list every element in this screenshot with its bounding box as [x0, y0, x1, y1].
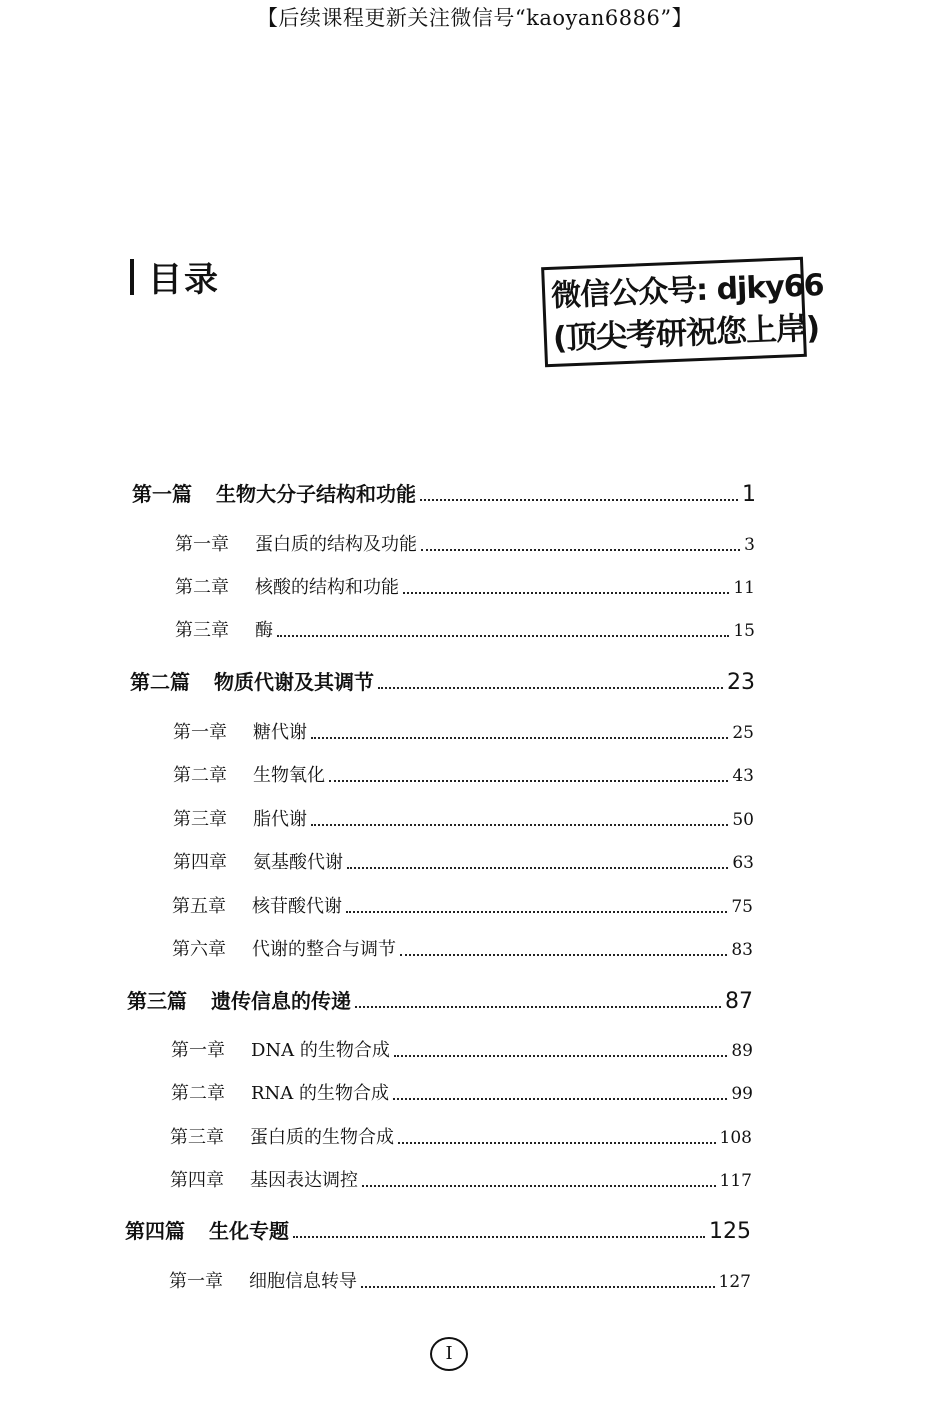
chapter-title: 细胞信息转导: [249, 1271, 357, 1292]
chapter-page: 127: [718, 1272, 751, 1292]
toc-chapter[interactable]: [171, 1036, 753, 1062]
chapter-title: 代谢的整合与调节: [252, 939, 396, 960]
chapter-number: 第一章: [169, 1271, 223, 1292]
dot-leader: [362, 1183, 716, 1187]
chapter-title: 生物氧化: [253, 765, 325, 786]
dot-leader: [361, 1284, 715, 1288]
part-title: 生物大分子结构和功能: [216, 482, 416, 506]
toc-chapter[interactable]: [173, 848, 754, 874]
dot-leader: [293, 1234, 705, 1238]
toc-chapter[interactable]: [169, 1267, 751, 1293]
dot-leader: [346, 909, 727, 913]
chapter-number: 第三章: [170, 1127, 224, 1148]
toc-chapter[interactable]: [173, 805, 754, 831]
chapter-page: 99: [731, 1084, 753, 1104]
chapter-title: 酶: [255, 620, 273, 641]
chapter-page: 117: [719, 1171, 752, 1191]
toc-chapter[interactable]: [175, 530, 755, 556]
part-title: 物质代谢及其调节: [214, 670, 374, 694]
chapter-number: 第五章: [172, 896, 226, 917]
chapter-page: 25: [732, 723, 754, 743]
dot-leader: [311, 735, 728, 739]
dot-leader: [378, 685, 723, 689]
chapter-number: 第六章: [172, 939, 226, 960]
part-page: 1: [742, 482, 756, 507]
chapter-page: 43: [732, 766, 754, 786]
chapter-page: 75: [731, 897, 753, 917]
chapter-title: 糖代谢: [253, 722, 307, 743]
chapter-number: 第四章: [170, 1170, 224, 1191]
chapter-number: 第一章: [173, 722, 227, 743]
page-number: I: [430, 1337, 468, 1371]
dot-leader: [398, 1140, 716, 1144]
dot-leader: [329, 778, 728, 782]
dot-leader: [421, 547, 740, 551]
chapter-title: 核酸的结构和功能: [255, 577, 399, 598]
chapter-number: 第三章: [173, 809, 227, 830]
chapter-page: 89: [731, 1041, 753, 1061]
stamp-line-1: 微信公众号: djky66: [550, 267, 825, 314]
toc-chapter[interactable]: [172, 892, 753, 918]
toc-part[interactable]: [125, 1215, 751, 1244]
chapter-page: 3: [744, 535, 755, 555]
part-title: 生化专题: [209, 1219, 289, 1243]
chapter-number: 第二章: [171, 1083, 225, 1104]
chapter-title: 脂代谢: [253, 809, 307, 830]
chapter-title: 基因表达调控: [250, 1170, 358, 1191]
dot-leader: [277, 633, 729, 637]
dot-leader: [347, 865, 728, 869]
chapter-title: 核苷酸代谢: [252, 896, 342, 917]
dot-leader: [394, 1053, 727, 1057]
chapter-number: 第一章: [171, 1040, 225, 1061]
chapter-page: 50: [732, 810, 754, 830]
header-note: 【后续课程更新关注微信号“kaoyan6886”】: [256, 6, 694, 30]
chapter-number: 第三章: [175, 620, 229, 641]
chapter-page: 83: [731, 940, 753, 960]
toc-chapter[interactable]: [173, 718, 754, 744]
part-page: 125: [709, 1219, 751, 1244]
chapter-title: 蛋白质的生物合成: [250, 1127, 394, 1148]
dot-leader: [400, 952, 727, 956]
page-title: 目录: [148, 260, 220, 300]
chapter-page: 11: [733, 578, 755, 598]
toc-chapter[interactable]: [170, 1123, 752, 1149]
chapter-page: 63: [732, 853, 754, 873]
toc-chapter[interactable]: [175, 573, 755, 599]
chapter-number: 第二章: [173, 765, 227, 786]
toc-chapter[interactable]: [175, 616, 755, 642]
wechat-stamp: [541, 257, 825, 367]
toc-chapter[interactable]: [171, 1079, 753, 1105]
chapter-number: 第一章: [175, 534, 229, 555]
toc-part[interactable]: [132, 478, 756, 507]
part-number: 第二篇: [130, 670, 190, 694]
chapter-title: 氨基酸代谢: [253, 852, 343, 873]
part-page: 87: [725, 989, 753, 1014]
chapter-title: RNA 的生物合成: [251, 1083, 390, 1104]
part-number: 第一篇: [132, 482, 192, 506]
toc-heading: [130, 252, 220, 301]
chapter-title: 蛋白质的结构及功能: [255, 534, 417, 555]
chapter-page: 108: [719, 1128, 752, 1148]
part-number: 第三篇: [127, 989, 187, 1013]
toc-chapter[interactable]: [172, 935, 753, 961]
toc-chapter[interactable]: [173, 761, 754, 787]
chapter-number: 第四章: [173, 852, 227, 873]
chapter-number: 第二章: [175, 577, 229, 598]
stamp-line-2: (顶尖考研祝您上岸): [552, 310, 820, 357]
chapter-page: 15: [733, 621, 755, 641]
part-number: 第四篇: [125, 1219, 185, 1243]
toc-part[interactable]: [127, 985, 753, 1014]
part-page: 23: [727, 670, 755, 695]
dot-leader: [393, 1096, 727, 1100]
dot-leader: [420, 497, 738, 501]
chapter-title: DNA 的生物合成: [251, 1040, 390, 1061]
dot-leader: [355, 1004, 721, 1008]
toc-part[interactable]: [130, 666, 755, 695]
toc-chapter[interactable]: [170, 1166, 752, 1192]
dot-leader: [403, 590, 729, 594]
heading-bar: [130, 259, 134, 295]
dot-leader: [311, 822, 728, 826]
part-title: 遗传信息的传递: [211, 989, 351, 1013]
